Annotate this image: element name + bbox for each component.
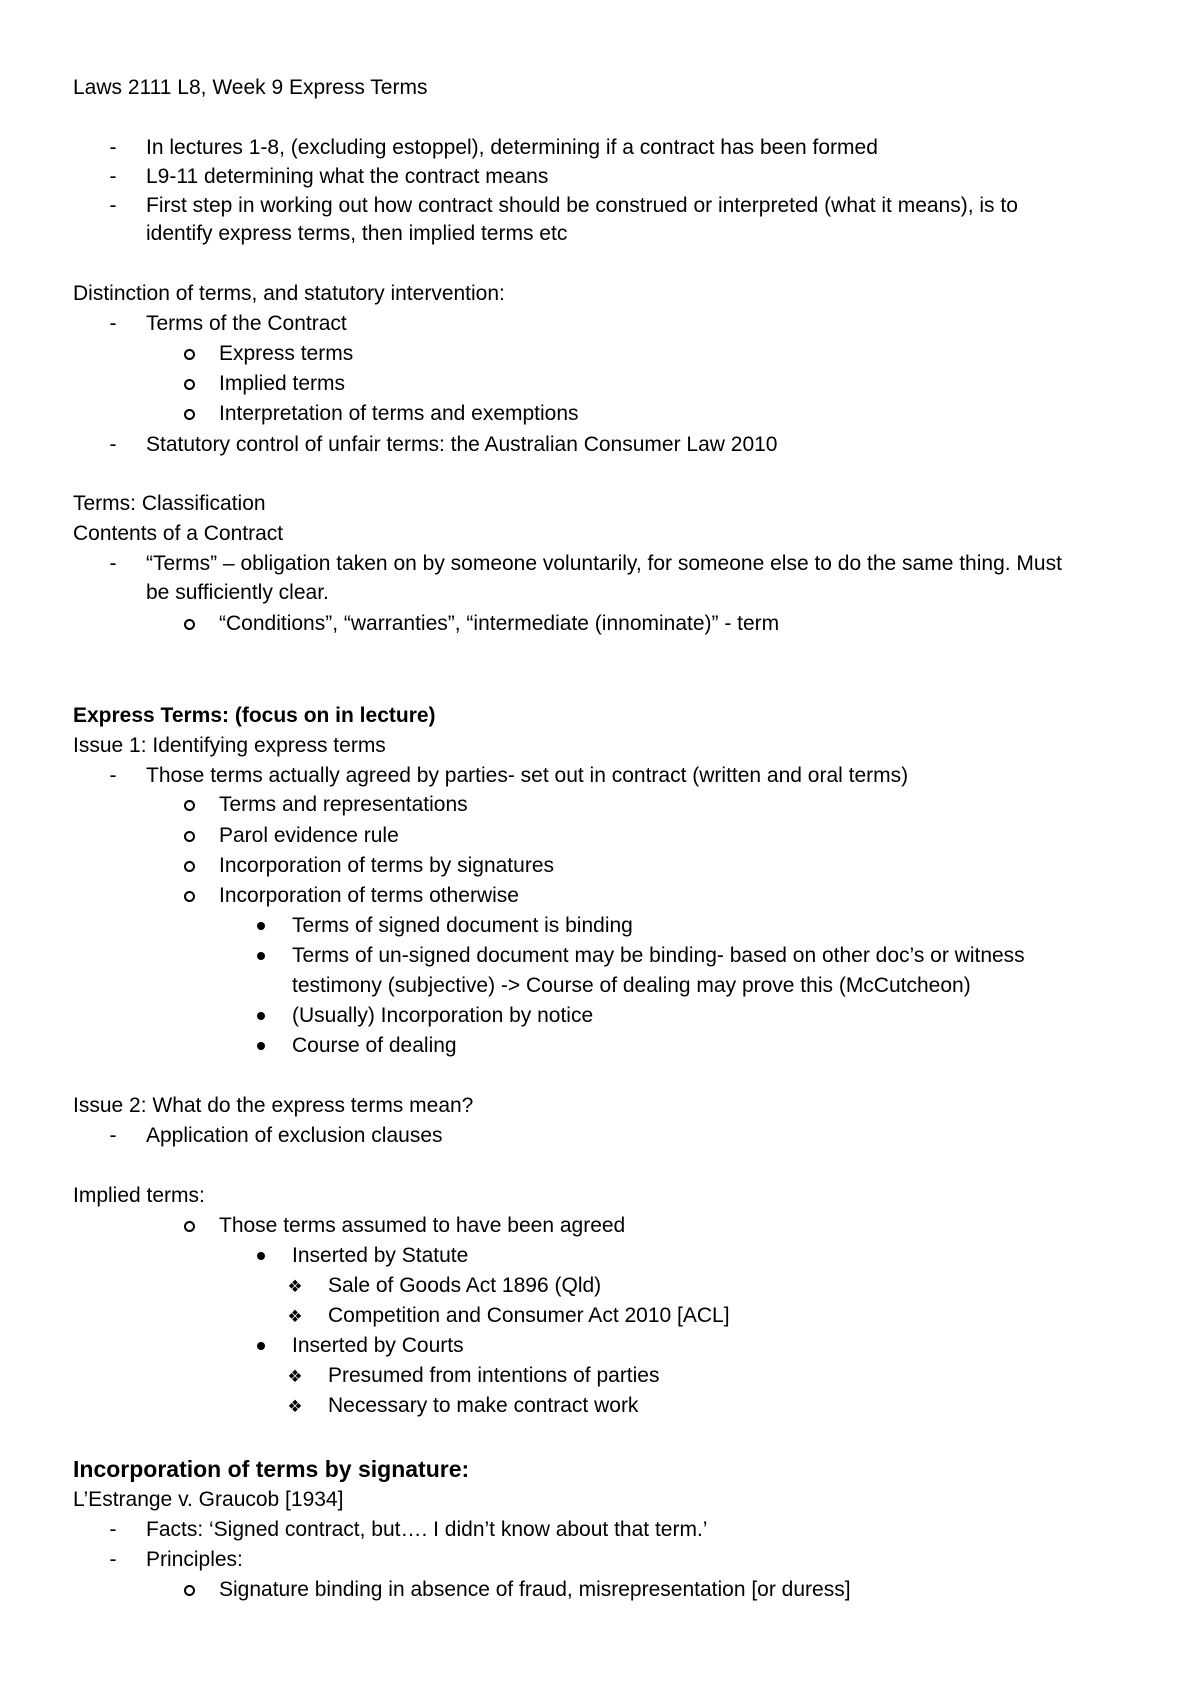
case-name: L’Estrange v. Graucob [1934]	[73, 1488, 344, 1511]
sub-list-item: Signature binding in absence of fraud, misrepresentation [or duress]	[219, 1578, 851, 1601]
dash-marker	[98, 1122, 128, 1150]
circle-bullet-icon	[174, 340, 204, 368]
diamond-item: Presumed from intentions of parties	[328, 1364, 660, 1387]
diamond-bullet-icon	[280, 1362, 310, 1391]
dash-marker	[98, 1546, 128, 1574]
circle-bullet-icon	[174, 822, 204, 850]
document-title: Laws 2111 L8, Week 9 Express Terms	[73, 76, 428, 99]
diamond-item: Sale of Goods Act 1896 (Qld)	[328, 1274, 602, 1297]
issue-2-heading: Issue 2: What do the express terms mean?	[73, 1094, 474, 1117]
sub-list-item: Those terms assumed to have been agreed	[219, 1214, 626, 1237]
bullet-dot-icon	[246, 912, 276, 940]
sub-list-item: Interpretation of terms and exemptions	[219, 402, 579, 425]
diamond-bullet-icon	[280, 1302, 310, 1331]
circle-bullet-icon	[174, 1576, 204, 1604]
diamond-item: Competition and Consumer Act 2010 [ACL]	[328, 1304, 730, 1327]
dash-marker	[98, 163, 128, 191]
list-item-continuation: identify express terms, then implied terms etc	[146, 222, 568, 245]
sub-list-item: “Conditions”, “warranties”, “intermediate (innominate)” - term	[219, 612, 780, 635]
list-item: Statutory control of unfair terms: the Australian Consumer Law 2010	[146, 433, 778, 456]
bullet-item: Inserted by Courts	[292, 1334, 464, 1357]
list-item: Terms of the Contract	[146, 312, 347, 335]
issue-1-heading: Issue 1: Identifying express terms	[73, 734, 386, 757]
list-item: Principles:	[146, 1548, 243, 1571]
bullet-dot-icon	[246, 942, 276, 970]
distinction-heading: Distinction of terms, and statutory intervention:	[73, 282, 505, 305]
contents-heading: Contents of a Contract	[73, 522, 284, 545]
classification-heading: Terms: Classification	[73, 492, 266, 515]
dash-marker	[98, 1516, 128, 1544]
circle-bullet-icon	[174, 400, 204, 428]
bullet-item: Inserted by Statute	[292, 1244, 469, 1267]
bullet-dot-icon	[246, 1032, 276, 1060]
bullet-item-continuation: testimony (subjective) -> Course of dealing may prove this (McCutcheon)	[292, 974, 971, 997]
dash-marker	[98, 550, 128, 578]
circle-bullet-icon	[174, 1212, 204, 1240]
sub-list-item: Implied terms	[219, 372, 346, 395]
list-item: Application of exclusion clauses	[146, 1124, 443, 1147]
dash-marker	[98, 134, 128, 162]
bullet-item: Terms of un-signed document may be binding- based on other doc’s or witness	[292, 944, 1025, 967]
circle-bullet-icon	[174, 852, 204, 880]
bullet-dot-icon	[246, 1002, 276, 1030]
list-item: Facts: ‘Signed contract, but…. I didn’t know about that term.’	[146, 1518, 708, 1541]
dash-marker	[98, 431, 128, 459]
implied-terms-heading: Implied terms:	[73, 1184, 205, 1207]
express-terms-heading: Express Terms: (focus on in lecture)	[73, 704, 436, 727]
list-item-continuation: be sufficiently clear.	[146, 581, 329, 604]
bullet-dot-icon	[246, 1242, 276, 1270]
list-item: L9-11 determining what the contract means	[146, 165, 549, 188]
circle-bullet-icon	[174, 882, 204, 910]
sub-list-item: Incorporation of terms by signatures	[219, 854, 554, 877]
diamond-bullet-icon	[280, 1392, 310, 1421]
sub-list-item: Express terms	[219, 342, 354, 365]
list-item: In lectures 1-8, (excluding estoppel), determining if a contract has been formed	[146, 136, 878, 159]
dash-marker	[98, 762, 128, 790]
diamond-bullet-icon	[280, 1272, 310, 1301]
sub-list-item: Incorporation of terms otherwise	[219, 884, 519, 907]
bullet-item: (Usually) Incorporation by notice	[292, 1004, 594, 1027]
bullet-item: Course of dealing	[292, 1034, 457, 1057]
sub-list-item: Parol evidence rule	[219, 824, 399, 847]
circle-bullet-icon	[174, 370, 204, 398]
sub-list-item: Terms and representations	[219, 793, 468, 816]
dash-marker	[98, 310, 128, 338]
list-item: Those terms actually agreed by parties- set out in contract (written and oral terms)	[146, 764, 909, 787]
signature-heading: Incorporation of terms by signature:	[73, 1456, 470, 1482]
list-item: First step in working out how contract should be construed or interpreted (what it means), is to	[146, 194, 1018, 217]
circle-bullet-icon	[174, 610, 204, 638]
circle-bullet-icon	[174, 791, 204, 819]
list-item: “Terms” – obligation taken on by someone voluntarily, for someone else to do the same thing. Must	[146, 552, 1062, 575]
bullet-item: Terms of signed document is binding	[292, 914, 633, 937]
diamond-item: Necessary to make contract work	[328, 1394, 639, 1417]
dash-marker	[98, 192, 128, 220]
bullet-dot-icon	[246, 1332, 276, 1360]
